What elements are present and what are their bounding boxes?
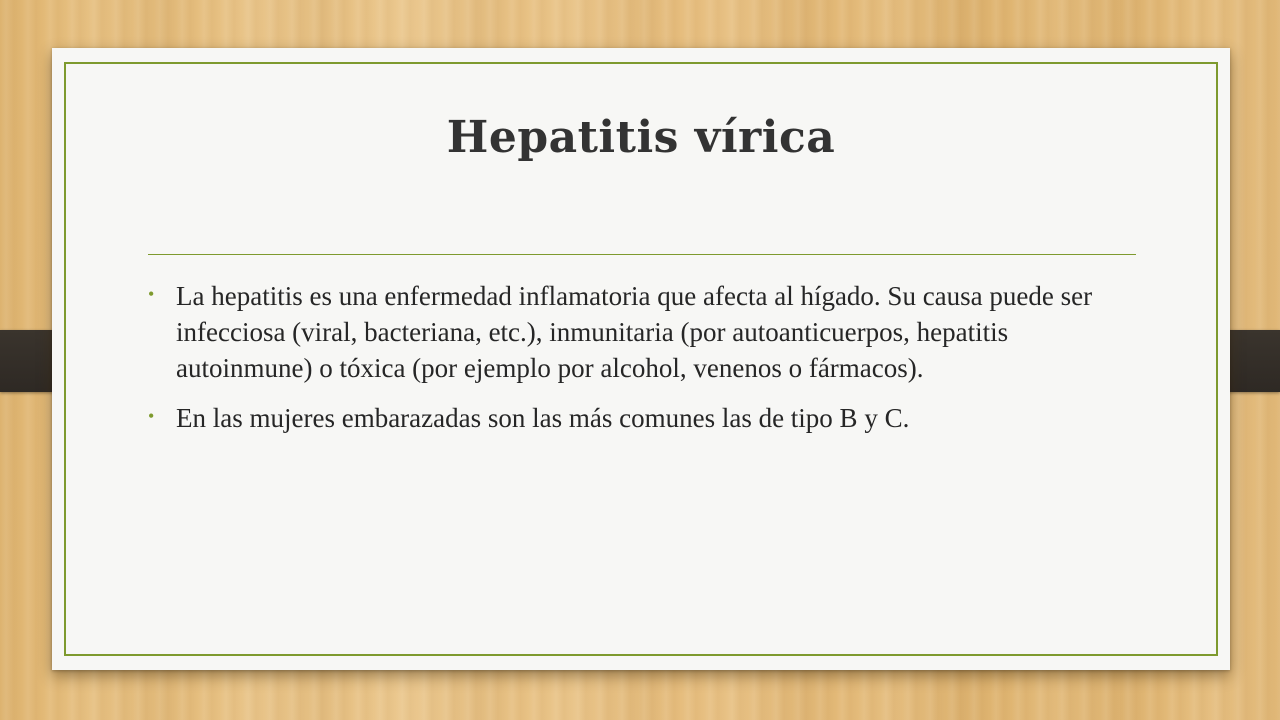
- bullet-text: En las mujeres embarazadas son las más comunes las de tipo B y C.: [176, 403, 910, 433]
- slide-paper: [52, 48, 1230, 670]
- bullet-icon: •: [148, 406, 155, 426]
- title-divider: [148, 254, 1136, 255]
- bullet-text: La hepatitis es una enfermedad inflamatoria que afecta al hígado. Su causa puede ser infecciosa (viral, bacteriana, etc.), inmunitaria (por autoanticuerpos, hepatitis autoinmune) o tóxica (por ejemplo por alcohol, venenos o fármacos).: [176, 281, 1093, 383]
- bullet-item: [148, 400, 1108, 436]
- slide-title: Hepatitis vírica: [446, 112, 836, 163]
- bullet-list: [148, 278, 1108, 450]
- bullet-item: [148, 278, 1108, 386]
- bullet-icon: •: [148, 284, 155, 304]
